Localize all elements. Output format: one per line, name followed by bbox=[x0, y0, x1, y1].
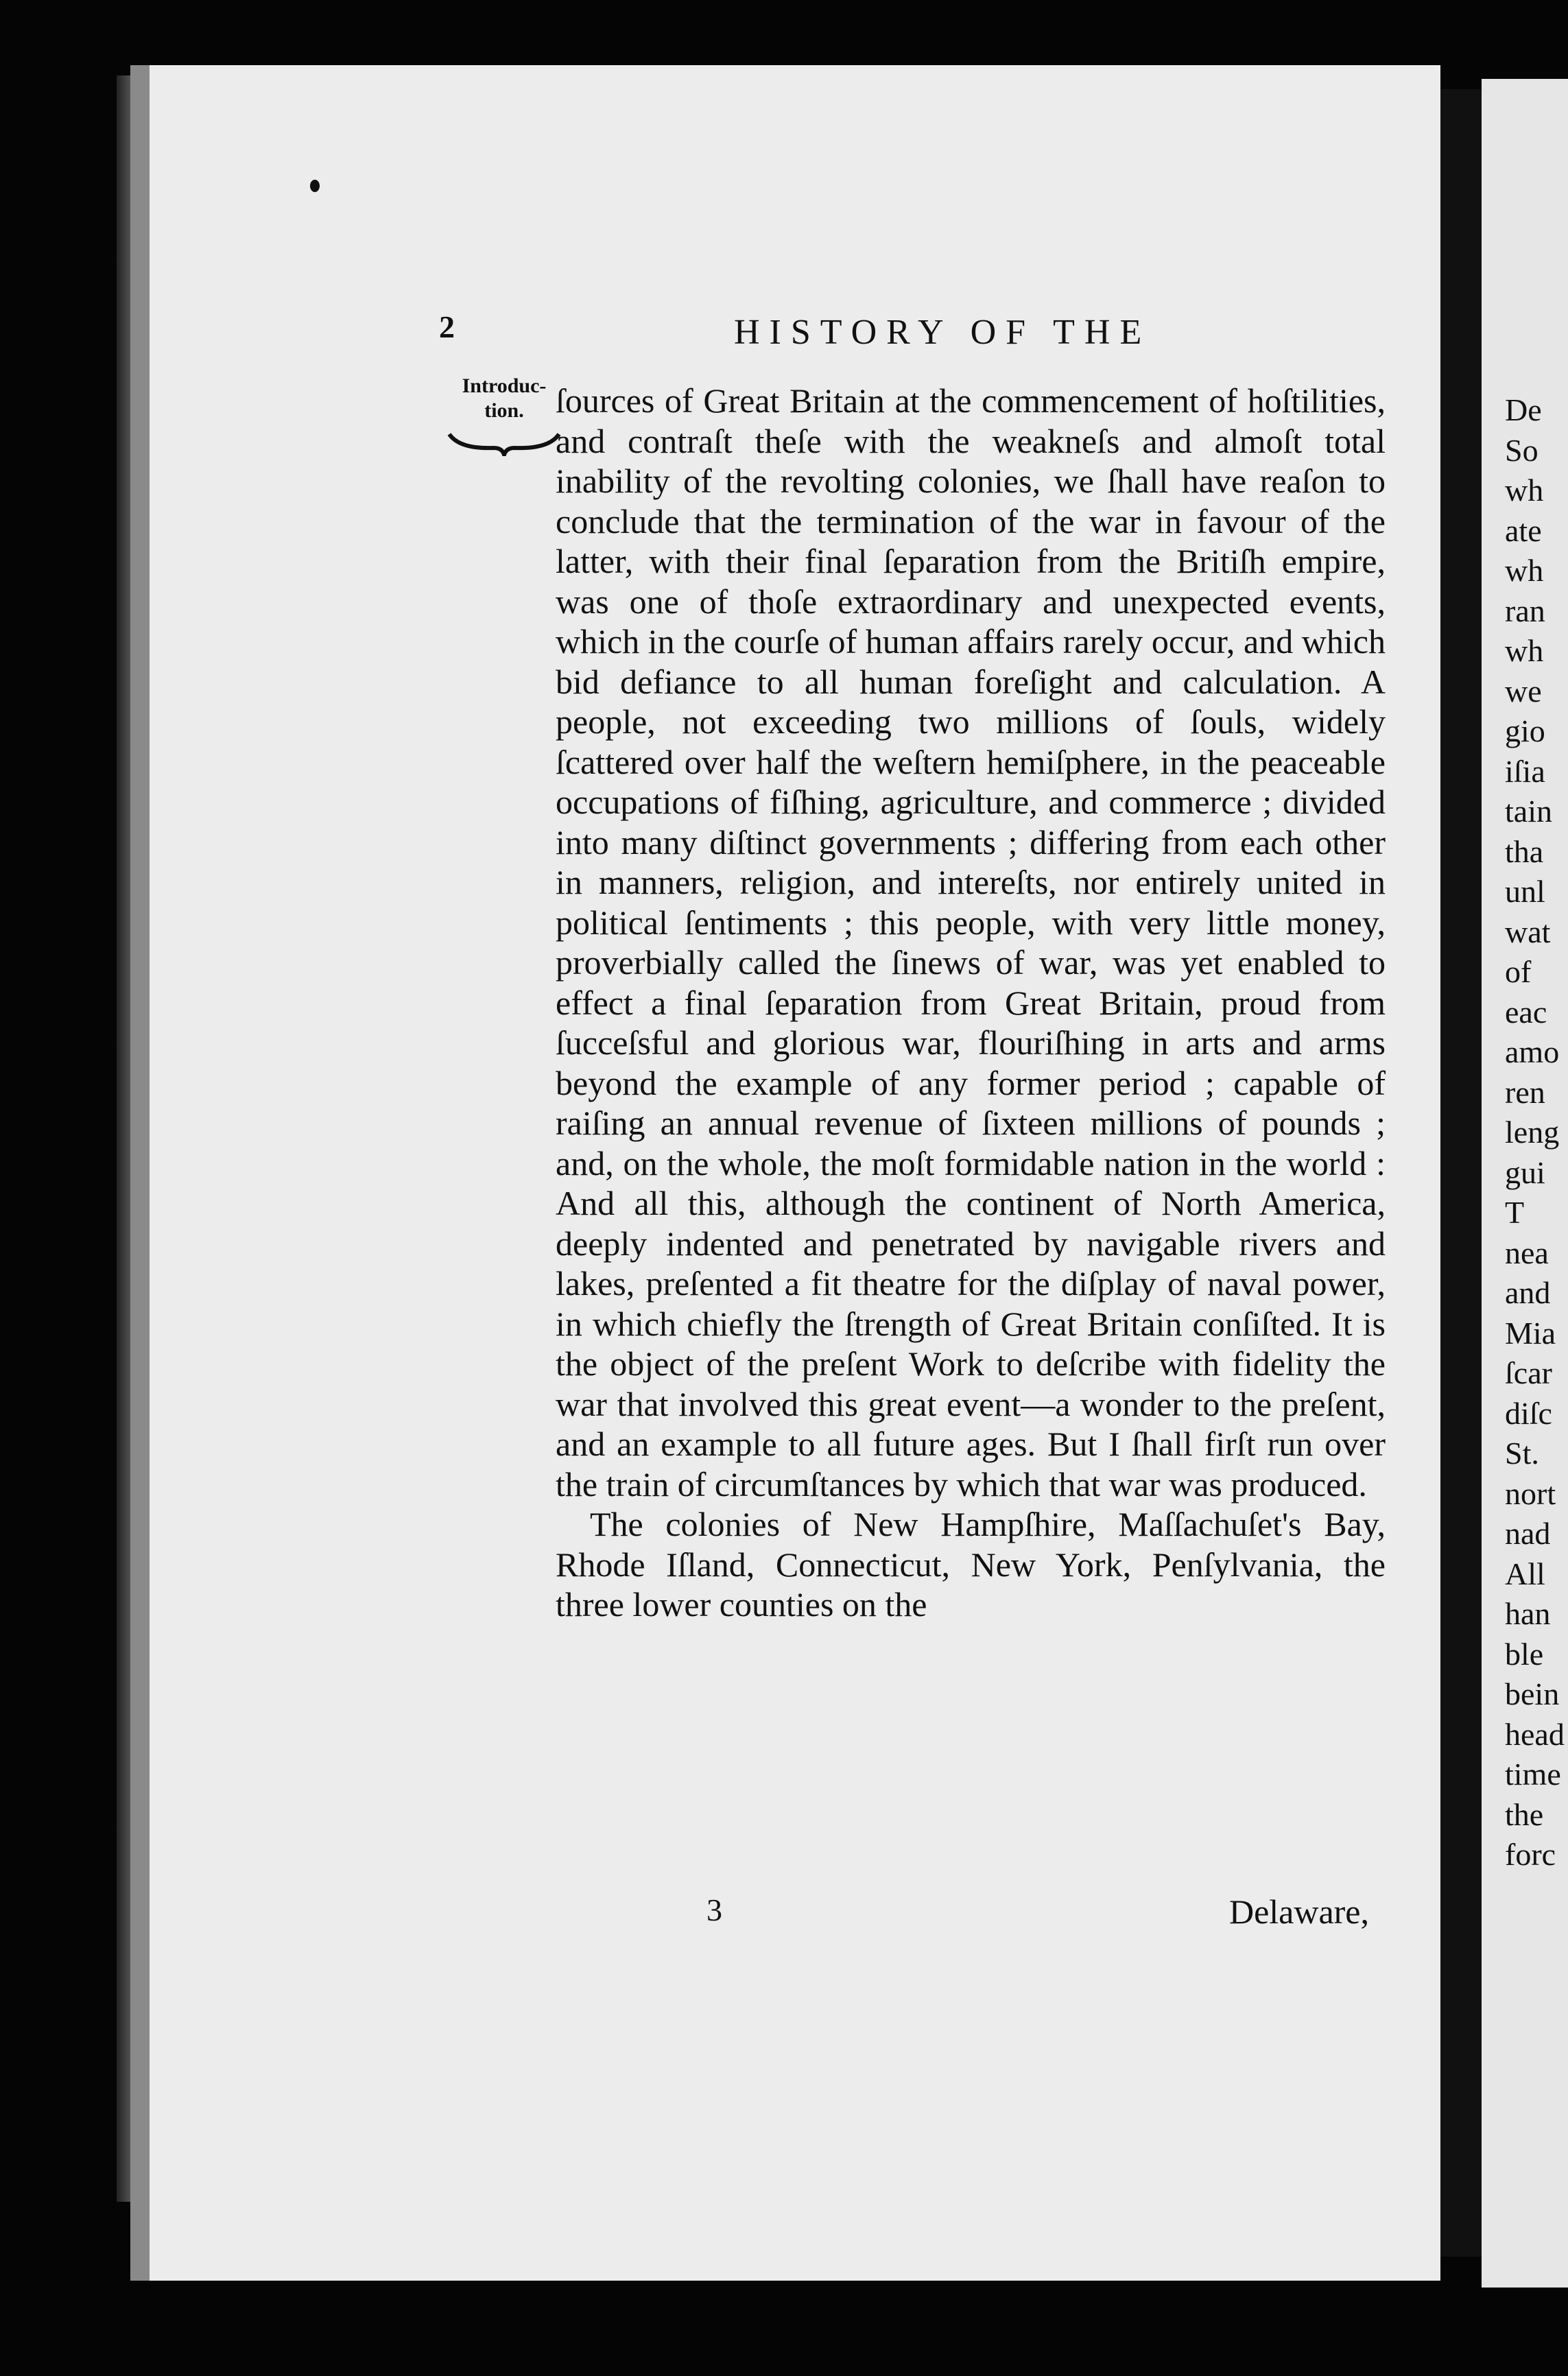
facing-page-line: bein bbox=[1505, 1676, 1560, 1711]
facing-page-line: gui bbox=[1505, 1154, 1545, 1190]
facing-page-line: wh bbox=[1505, 473, 1544, 508]
signature-mark: 3 bbox=[706, 1892, 722, 1927]
facing-page bbox=[1482, 79, 1568, 2288]
page-number: 2 bbox=[439, 309, 455, 344]
facing-page-line: ran bbox=[1505, 593, 1545, 628]
facing-page-line: and bbox=[1505, 1275, 1551, 1310]
facing-page-line: of bbox=[1505, 954, 1532, 989]
catchword: Delaware, bbox=[1228, 1892, 1369, 1931]
paragraph-1: ſources of Great Britain at the commencement of hoſtilities, and contraſt theſe with the weakneſs and almoſt total inability of the revolting colonies, we ſhall have reaſon to conclude that the termination of the war in favour of the latter, with their final ſeparation from the Britiſh empire, was one of thoſe extraordinary and unexpected events, which in the courſe of human affairs rarely occur, and which bid defiance to all human foreſight and calculation. A people, not exceeding two millions of ſouls, widely ſcattered over half the weſtern hemiſphere, in the peaceable occupations of fiſhing, agriculture, and commerce ; divided into many diſtinct governments ; differing from each other in manners, religion, and intereſts, nor entirely united in political ſentiments ; this people, with very little money, proverbially called the ſinews of war, was yet enabled to effect a final ſeparation from Great Britain, proud from ſucceſsful and glorious war, flouriſhing in arts and arms beyond the example of any former period ; capable of raiſing an annual revenue of ſixteen millions of pounds ; and, on the whole, the moſt formidable nation in the world : And all this, although the continent of North America, deeply indented and penetrated by navigable rivers and lakes, preſented a fit theatre for the diſplay of naval power, in which chiefly the ſtrength of Great Britain conſiſted. It is the object of the preſent Work to deſcribe with fidelity the war that involved this great event—a wonder to the preſent, and an example to all future ages. But I ſhall firſt run over the train of circumſtances by which that war was produced. bbox=[556, 381, 1386, 1504]
facing-page-line: han bbox=[1505, 1596, 1551, 1631]
facing-page-line: So bbox=[1505, 432, 1539, 468]
facing-page-line: De bbox=[1505, 392, 1542, 427]
facing-page-line: head bbox=[1505, 1716, 1565, 1752]
facing-page-line: iſia bbox=[1505, 753, 1545, 789]
facing-page-line: diſc bbox=[1505, 1395, 1552, 1431]
running-head-text: HISTORY OF THE bbox=[734, 313, 1152, 352]
facing-page-line: gio bbox=[1505, 713, 1545, 748]
facing-page-line: forc bbox=[1505, 1837, 1556, 1872]
facing-page-line: wh bbox=[1505, 633, 1544, 668]
facing-page-line: ren bbox=[1505, 1074, 1545, 1110]
facing-page-line: All bbox=[1505, 1556, 1545, 1591]
facing-page-line: nea bbox=[1505, 1235, 1549, 1270]
facing-page-line: eac bbox=[1505, 994, 1547, 1030]
brace-ornament bbox=[446, 429, 562, 456]
facing-page-line: unl bbox=[1505, 874, 1545, 909]
facing-page-line: ate bbox=[1505, 512, 1542, 548]
facing-page-line: wh bbox=[1505, 553, 1544, 588]
facing-page-line: Mia bbox=[1505, 1315, 1556, 1351]
facing-page-line: T bbox=[1505, 1195, 1525, 1230]
paragraph-2: The colonies of New Hampſhire, Maſſachuſet's Bay, Rhode Iſland, Connecticut, New York, Penſylvania, the three lower counties on the bbox=[556, 1505, 1386, 1624]
ink-speck bbox=[310, 180, 320, 192]
facing-page-line: nort bbox=[1505, 1475, 1556, 1511]
facing-page-line: we bbox=[1505, 673, 1542, 709]
facing-page-line: ſcar bbox=[1505, 1355, 1552, 1390]
book-gutter bbox=[1440, 89, 1482, 2257]
facing-page-line: tha bbox=[1505, 833, 1544, 869]
facing-page-line: time bbox=[1505, 1757, 1561, 1792]
facing-page-line: nad bbox=[1505, 1516, 1551, 1551]
facing-page-line: amo bbox=[1505, 1034, 1560, 1069]
margin-note bbox=[446, 374, 562, 456]
facing-page-line: leng bbox=[1505, 1115, 1560, 1150]
running-head bbox=[734, 312, 1151, 353]
facing-page-line: ble bbox=[1505, 1636, 1544, 1672]
body-text bbox=[556, 381, 1386, 1625]
facing-page-line: wat bbox=[1505, 914, 1551, 949]
facing-page-line: St. bbox=[1505, 1436, 1539, 1471]
margin-note-text: Introduc-tion. bbox=[462, 375, 547, 422]
facing-page-line: the bbox=[1505, 1796, 1544, 1832]
facing-page-line: tain bbox=[1505, 794, 1552, 829]
